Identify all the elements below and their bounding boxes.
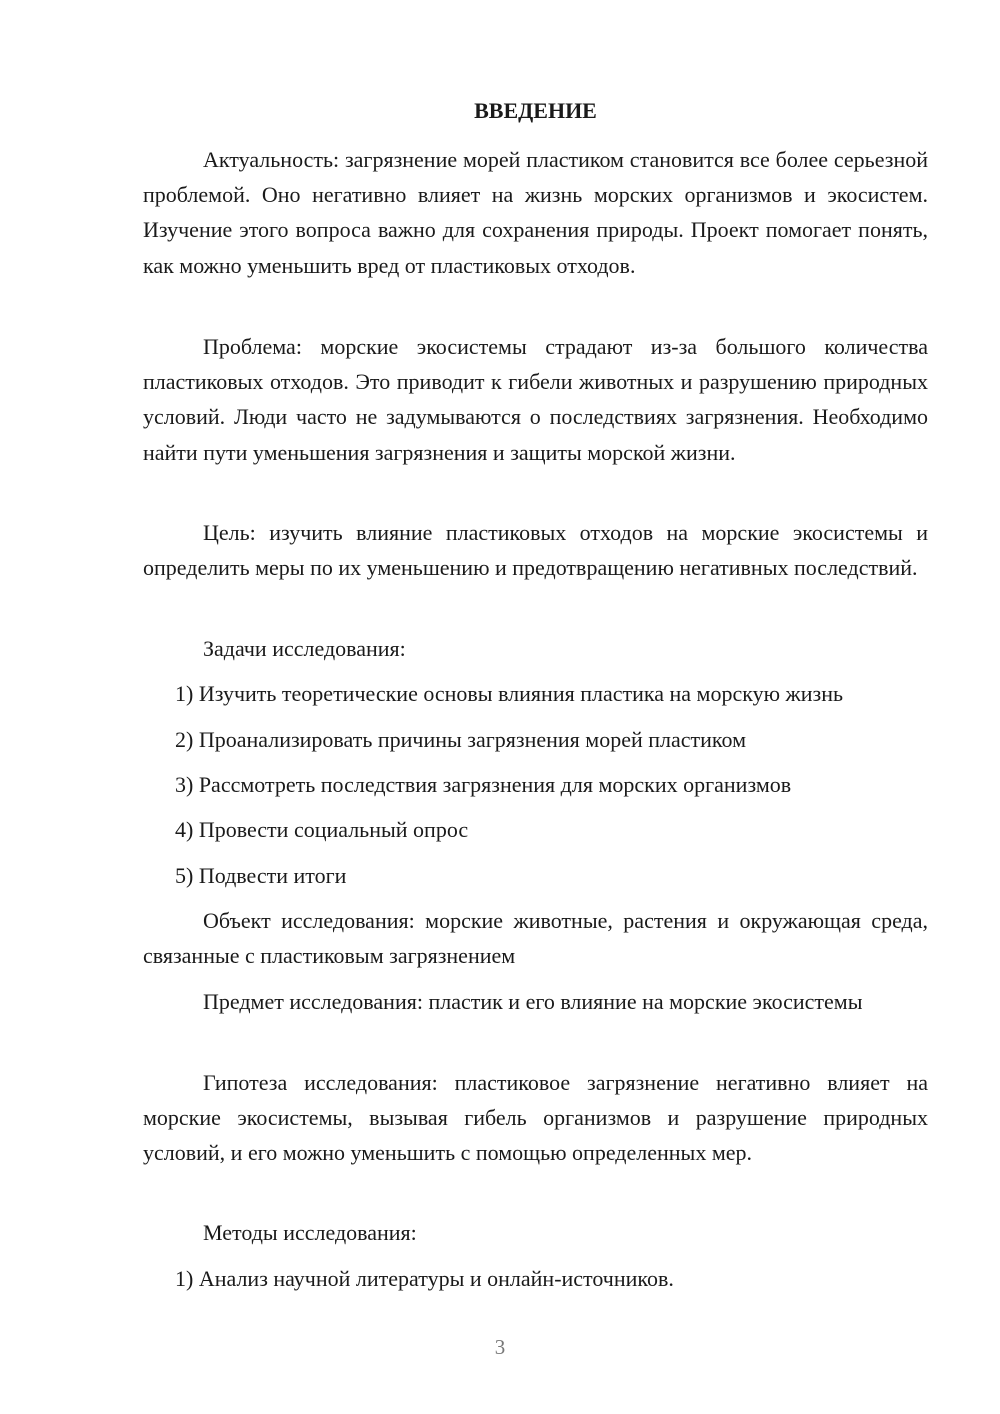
goal-paragraph: Цель: изучить влияние пластиковых отходов на морские экосистемы и определить меры по их уменьшению и предотвращению негативных последствий.: [143, 520, 928, 581]
hypothesis-paragraph: Гипотеза исследования: пластиковое загрязнение негативно влияет на морские экосистемы, вызывая гибель организмов и разрушение природных условий, и его можно уменьшить с помощью определенных мер.: [143, 1070, 928, 1166]
task-item: 1) Изучить теоретические основы влияния пластика на морскую жизнь: [175, 681, 844, 706]
task-item: 3) Рассмотреть последствия загрязнения для морских организмов: [175, 772, 792, 797]
subject-paragraph: Предмет исследования: пластик и его влияние на морские экосистемы: [203, 989, 863, 1014]
task-item: 5) Подвести итоги: [175, 863, 347, 888]
methods-heading: Методы исследования:: [203, 1220, 417, 1245]
method-item: 1) Анализ научной литературы и онлайн-источников.: [175, 1266, 674, 1291]
object-paragraph: Объект исследования: морские животные, растения и окружающая среда, связанные с пластиковым загрязнением: [143, 908, 928, 969]
section-title: ВВЕДЕНИЕ: [474, 98, 597, 123]
task-item: 2) Проанализировать причины загрязнения морей пластиком: [175, 727, 747, 752]
relevance-paragraph: Актуальность: загрязнение морей пластиком становится все более серьезной проблемой. Оно негативно влияет на жизнь морских организмов и экосистем. Изучение этого вопроса важно для сохранения природы. Проект помогает понять, как можно уменьшить вред от пластиковых отходов.: [143, 147, 928, 278]
problem-paragraph: Проблема: морские экосистемы страдают из-за большого количества пластиковых отходов. Это приводит к гибели животных и разрушению природных условий. Люди часто не задумываются о последствиях загрязнения. Необходимо найти пути уменьшения загрязнения и защиты морской жизни.: [143, 334, 928, 465]
task-item: 4) Провести социальный опрос: [175, 817, 469, 842]
page-number: 3: [494, 1335, 506, 1359]
tasks-heading: Задачи исследования:: [203, 636, 406, 661]
